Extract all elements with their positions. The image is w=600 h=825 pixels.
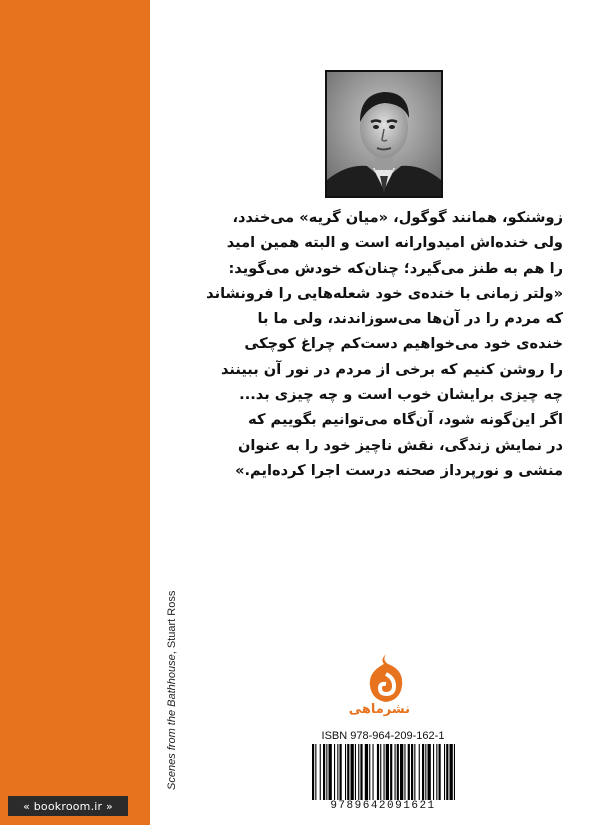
spine-title: Scenes from the Bathhouse <box>166 654 178 790</box>
barcode-bar <box>436 744 437 800</box>
barcode-bar <box>384 744 385 800</box>
blurb-line: خنده‌ی خود می‌خواهیم دست‌کم چراغ کوچکی <box>244 335 563 353</box>
barcode-bar <box>365 744 368 800</box>
barcode-bar <box>414 744 415 800</box>
barcode-bar <box>444 744 445 800</box>
portrait-illustration <box>327 72 441 196</box>
barcode-bar <box>369 744 370 800</box>
author-portrait <box>325 70 443 198</box>
spine-author: , Stuart Ross <box>166 590 178 655</box>
blurb-line: در نمایش زندگی، نقش ناچیز خود را به عنوان <box>237 436 563 454</box>
barcode-bar <box>315 744 316 800</box>
barcode-bar <box>360 744 362 800</box>
blurb-line: چه چیزی برایشان خوب است و چه چیزی بد... <box>239 386 563 404</box>
barcode-bar <box>390 744 392 800</box>
barcode-bar <box>425 744 426 800</box>
barcode <box>308 744 458 800</box>
blurb-line: «ولتر زمانی با خنده‌ی خود شعله‌هایی را فرونشاند <box>206 284 563 302</box>
barcode-bar <box>351 744 354 800</box>
blurb-line: منشی و نورپرداز صحنه درست اجرا کرده‌ایم.» <box>235 461 563 479</box>
barcode-bar <box>419 744 420 800</box>
barcode-bar <box>411 744 413 800</box>
publisher-logo <box>348 652 410 722</box>
barcode-bar <box>345 744 346 800</box>
barcode-bar <box>337 744 338 800</box>
barcode-bar <box>340 744 342 800</box>
blurb-line: را روشن کنیم که برخی از مردم در نور آن ببینند <box>220 360 563 378</box>
barcode-bar <box>397 744 399 800</box>
barcode-bar <box>323 744 325 800</box>
blurb-line: که مردم را در آن‌ها می‌سوزاندند، ولی ما با <box>257 310 563 328</box>
barcode-bar <box>326 744 327 800</box>
watermark-badge: « bookroom.ir » <box>8 796 128 816</box>
barcode-bar <box>422 744 424 800</box>
barcode-bar <box>355 744 356 800</box>
barcode-bar <box>400 744 403 800</box>
barcode-bar <box>395 744 396 800</box>
barcode-bar <box>373 744 374 800</box>
isbn-label: ISBN 978-964-209-162-1 <box>321 730 445 742</box>
blurb-line: را هم به طنز می‌گیرد؛ چنان‌که خودش می‌گوید: <box>228 259 563 277</box>
barcode-bar <box>446 744 448 800</box>
barcode-bar <box>408 744 410 800</box>
spine-text <box>166 591 178 790</box>
barcode-bar <box>377 744 379 800</box>
barcode-bar <box>320 744 321 800</box>
fish-logo-icon <box>362 652 410 704</box>
barcode-digits: 9789642091621 <box>330 800 436 812</box>
barcode-bar <box>358 744 359 800</box>
barcode-bar <box>450 744 453 800</box>
barcode-bar <box>312 744 314 800</box>
blurb-line: ولی خنده‌اش امیدوارانه است و البته همین امید <box>226 234 563 252</box>
barcode-bar <box>454 744 455 800</box>
barcode-bar <box>329 744 332 800</box>
back-cover-blurb <box>206 205 563 483</box>
barcode-bar <box>347 744 349 800</box>
barcode-bar <box>386 744 389 800</box>
blurb-line: اگر این‌گونه شود، آن‌گاه می‌توانیم بگوییم که <box>248 411 563 429</box>
publisher-name: نشرماهی <box>348 702 410 717</box>
barcode-bar <box>380 744 381 800</box>
barcode-bar <box>428 744 431 800</box>
orange-side-panel <box>0 0 150 825</box>
barcode-bar <box>439 744 441 800</box>
barcode-bar <box>334 744 335 800</box>
barcode-bar <box>404 744 405 800</box>
barcode-bar <box>433 744 434 800</box>
blurb-line: زوشنکو، همانند گوگول، «میان گریه» می‌خندد، <box>232 209 563 226</box>
